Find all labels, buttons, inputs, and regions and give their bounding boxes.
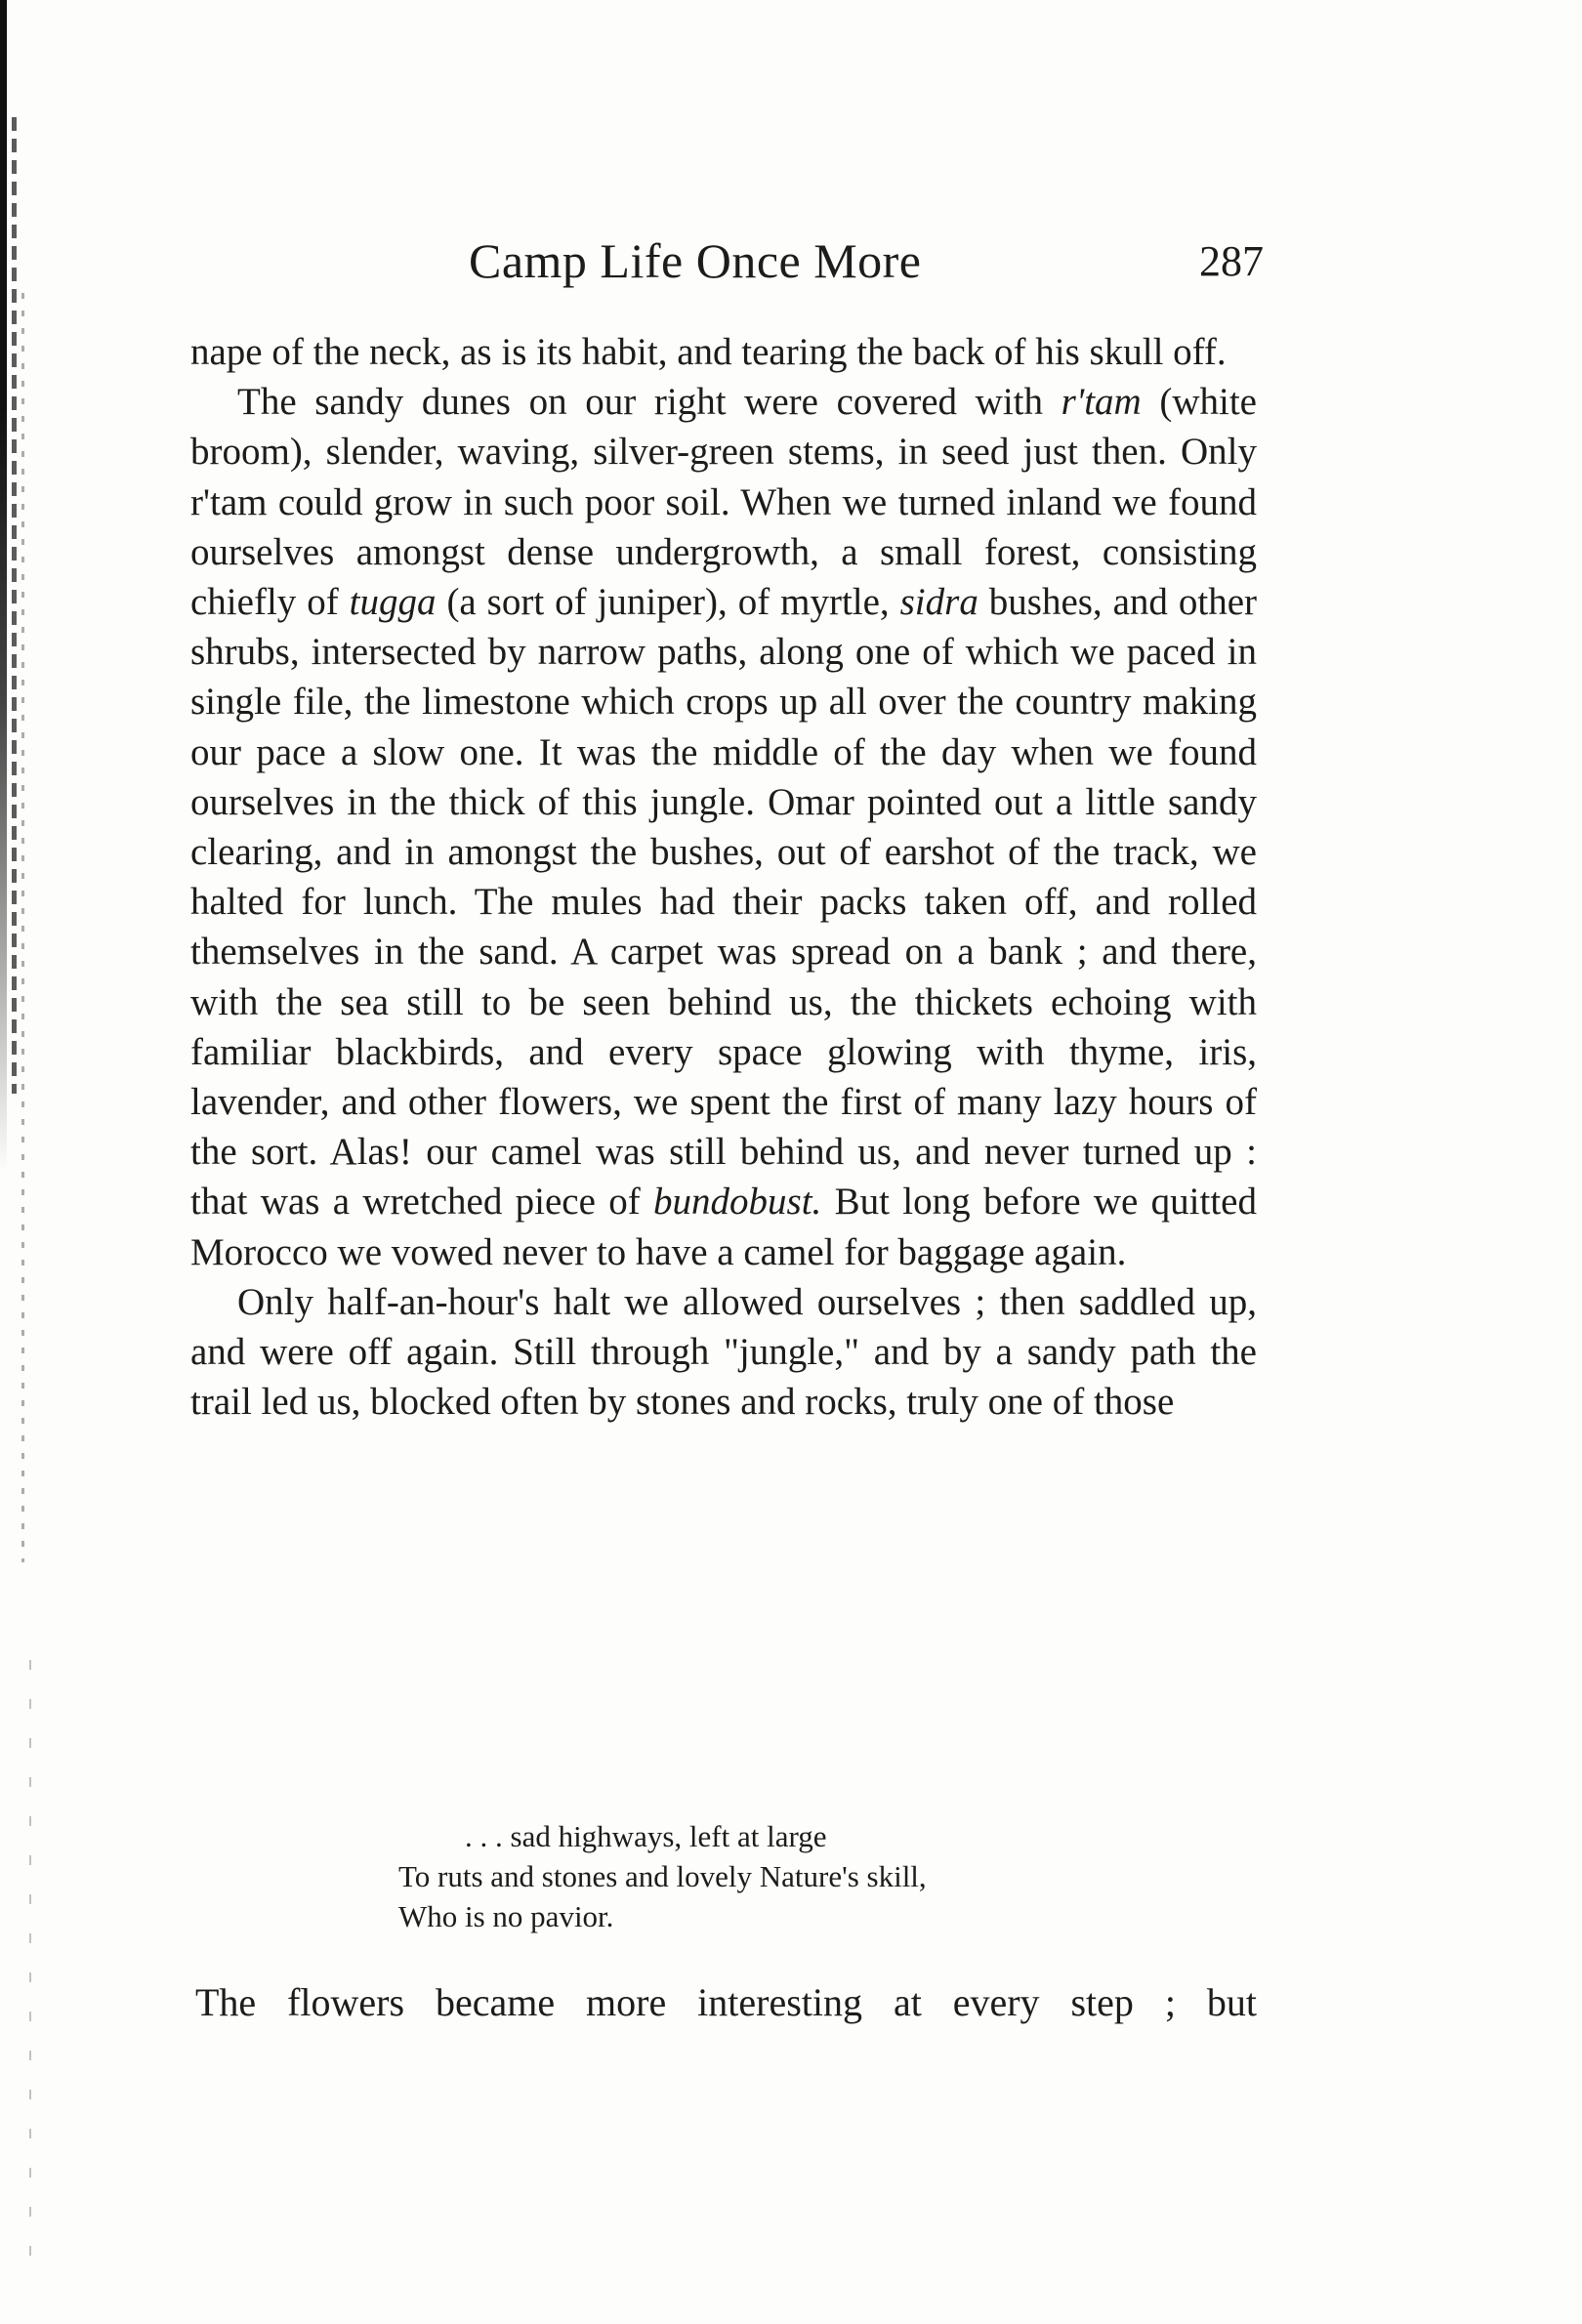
paragraph: Only half-an-hour's halt we allowed ourselves ; then saddled up, and were off again. Still through "jungle," and by a sandy path the trail led us, blocked often by stones and rocks, truly one of those (190, 1280, 1257, 1424)
book-spine-shadow (0, 0, 35, 2324)
italic-term: tugga (349, 581, 437, 624)
spine-edge-dark (0, 0, 7, 1172)
spine-edge-dots (29, 1660, 31, 2285)
text-run: The sandy dunes on our right were covered with (237, 381, 1062, 424)
paragraph: nape of the neck, as is its habit, and tearing the back of his skull off. (190, 331, 1227, 373)
body-text (190, 327, 1257, 1427)
page-number: 287 (1199, 237, 1264, 285)
text-run: bushes, and other shrubs, intersected by narrow paths, along one of which we paced in single file, the limestone which crops up all over the country making our pace a slow one. It was the middle of the day when we found ourselves in the thick of this jungle. Omar pointed out a little sandy clearing, and in amongst the bushes, out of earshot of the track, we halted for lunch. The mules had their packs taken off, and rolled themselves in the sand. A carpet was spread on a bank ; and there, with the sea still to be seen behind us, the thickets echoing with familiar blackbirds, and every space glowing with thyme, iris, lavender, and other flowers, we spent the first of many lazy hours of the sort. Alas! our camel was still behind us, and never turned up : that was a wretched piece of (190, 581, 1258, 1224)
verse-line: Who is no pavior. (398, 1899, 614, 1933)
text-run: (white broom), slender, waving, silver-green stems, in seed just then. Only r'tam could grow in such poor soil. When we turned inland we found ourselves amongst dense undergrowth, a small forest, consisting chiefly of (190, 381, 1257, 624)
verse-line: To ruts and stones and lovely Nature's skill, (398, 1859, 927, 1893)
running-title: Camp Life Once More (469, 233, 922, 288)
spine-edge-speckle-faint (21, 293, 24, 1562)
italic-term: bundobust. (653, 1181, 822, 1224)
italic-term: r'tam (1061, 381, 1142, 424)
italic-term: sidra (899, 581, 978, 624)
page-header (459, 232, 1270, 301)
verse-quotation (398, 1816, 1180, 1936)
spine-edge-speckle (12, 117, 17, 1094)
paragraph (190, 377, 1257, 1277)
text-run: (a sort of juniper), of myrtle, (436, 581, 900, 624)
closing-line: The flowers became more interesting at every step ; but (195, 1980, 1257, 2024)
verse-line: . . . sad highways, left at large (465, 1819, 827, 1853)
text-run: But long before we quitted Morocco we vowed never to have a camel for baggage again. (190, 1181, 1257, 1273)
